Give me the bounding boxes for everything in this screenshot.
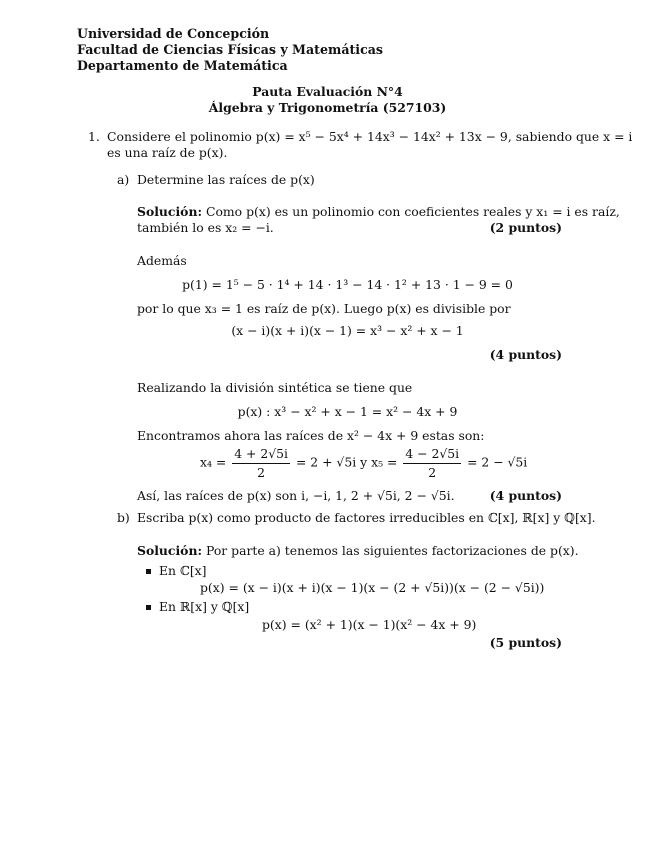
bullet-icon (146, 569, 151, 574)
x5-value: = 2 − √5i (467, 454, 528, 470)
part-a-solution-line1 (137, 204, 620, 220)
x5-denominator: 2 (428, 464, 437, 480)
points-badge-2: (4 puntos) (489, 347, 562, 362)
faculty-name: Facultad de Ciencias Físicas y Matemáticas (77, 42, 383, 57)
equation-complex-roots (200, 446, 527, 480)
institution-header (77, 26, 383, 74)
problem-statement-line2: es una raíz de p(x). (107, 145, 228, 160)
list-item-complex (146, 563, 206, 579)
x5-numerator: 4 − 2√5i (403, 446, 461, 464)
solution-label: Solución: (137, 204, 203, 219)
part-b-question: Escriba p(x) como producto de factores irreducibles en ℂ[x], ℝ[x] y ℚ[x]. (137, 510, 596, 525)
equation-divisor: (x − i)(x + i)(x − 1) = x³ − x² + x − 1 (231, 323, 464, 338)
x4-numerator: 4 + 2√5i (232, 446, 290, 464)
bullet-real-label: En ℝ[x] y ℚ[x] (159, 599, 250, 614)
equation-factor-RQ: p(x) = (x² + 1)(x − 1)(x² − 4x + 9) (262, 617, 477, 632)
equation-p1: p(1) = 1⁵ − 5 · 1⁴ + 14 · 1³ − 14 · 1² + 13 · 1 − 9 = 0 (182, 277, 513, 292)
x4-fraction (232, 446, 290, 480)
equation-factor-C: p(x) = (x − i)(x + i)(x − 1)(x − (2 + √5i))(x − (2 − √5i)) (200, 580, 545, 595)
department-name: Departamento de Matemática (77, 58, 288, 73)
document-title: Pauta Evaluación N°4 (252, 84, 403, 99)
ademas-text: Además (137, 253, 187, 268)
division-text: Realizando la división sintética se tiene que (137, 380, 413, 395)
conjunction-y: y (360, 454, 368, 470)
roots-conclusion: Así, las raíces de p(x) son i, −i, 1, 2 + √5i, 2 − √5i. (137, 488, 455, 503)
solution-label-b: Solución: (137, 543, 203, 558)
bullet-icon (146, 605, 151, 610)
university-name: Universidad de Concepción (77, 26, 270, 41)
x4-label: x₄ = (200, 454, 227, 470)
part-b-solution-text: Por parte a) tenemos las siguientes factorizaciones de p(x). (205, 543, 579, 558)
part-b-solution (137, 543, 579, 559)
root3-text: por lo que x₃ = 1 es raíz de p(x). Luego p(x) es divisible por (137, 301, 511, 316)
part-b-label: b) (117, 510, 130, 525)
points-badge-1: (2 puntos) (489, 220, 562, 235)
solution-text-line1: Como p(x) es un polinomio con coeficientes reales y x₁ = i es raíz, (205, 204, 620, 219)
problem-number: 1. (88, 129, 100, 144)
bullet-complex-label: En ℂ[x] (159, 563, 207, 578)
x4-denominator: 2 (257, 464, 266, 480)
points-badge-3: (4 puntos) (489, 488, 562, 503)
quadratic-roots-text: Encontramos ahora las raíces de x² − 4x + 9 estas son: (137, 428, 485, 443)
course-title: Álgebra y Trigonometría (527103) (208, 100, 447, 115)
problem-statement-line1: Considere el polinomio p(x) = x⁵ − 5x⁴ + 14x³ − 14x² + 13x − 9, sabiendo que x = i (107, 129, 633, 144)
x5-fraction (403, 446, 461, 480)
part-a-label: a) (117, 172, 130, 187)
x4-value: = 2 + √5i (295, 454, 357, 470)
x5-label: x₅ = (371, 454, 398, 470)
equation-quotient: p(x) : x³ − x² + x − 1 = x² − 4x + 9 (237, 404, 458, 419)
points-badge-4: (5 puntos) (489, 635, 562, 650)
list-item-real-rational (146, 599, 249, 615)
part-a-solution-line2: también lo es x₂ = −i. (137, 220, 274, 235)
part-a-question: Determine las raíces de p(x) (137, 172, 315, 187)
